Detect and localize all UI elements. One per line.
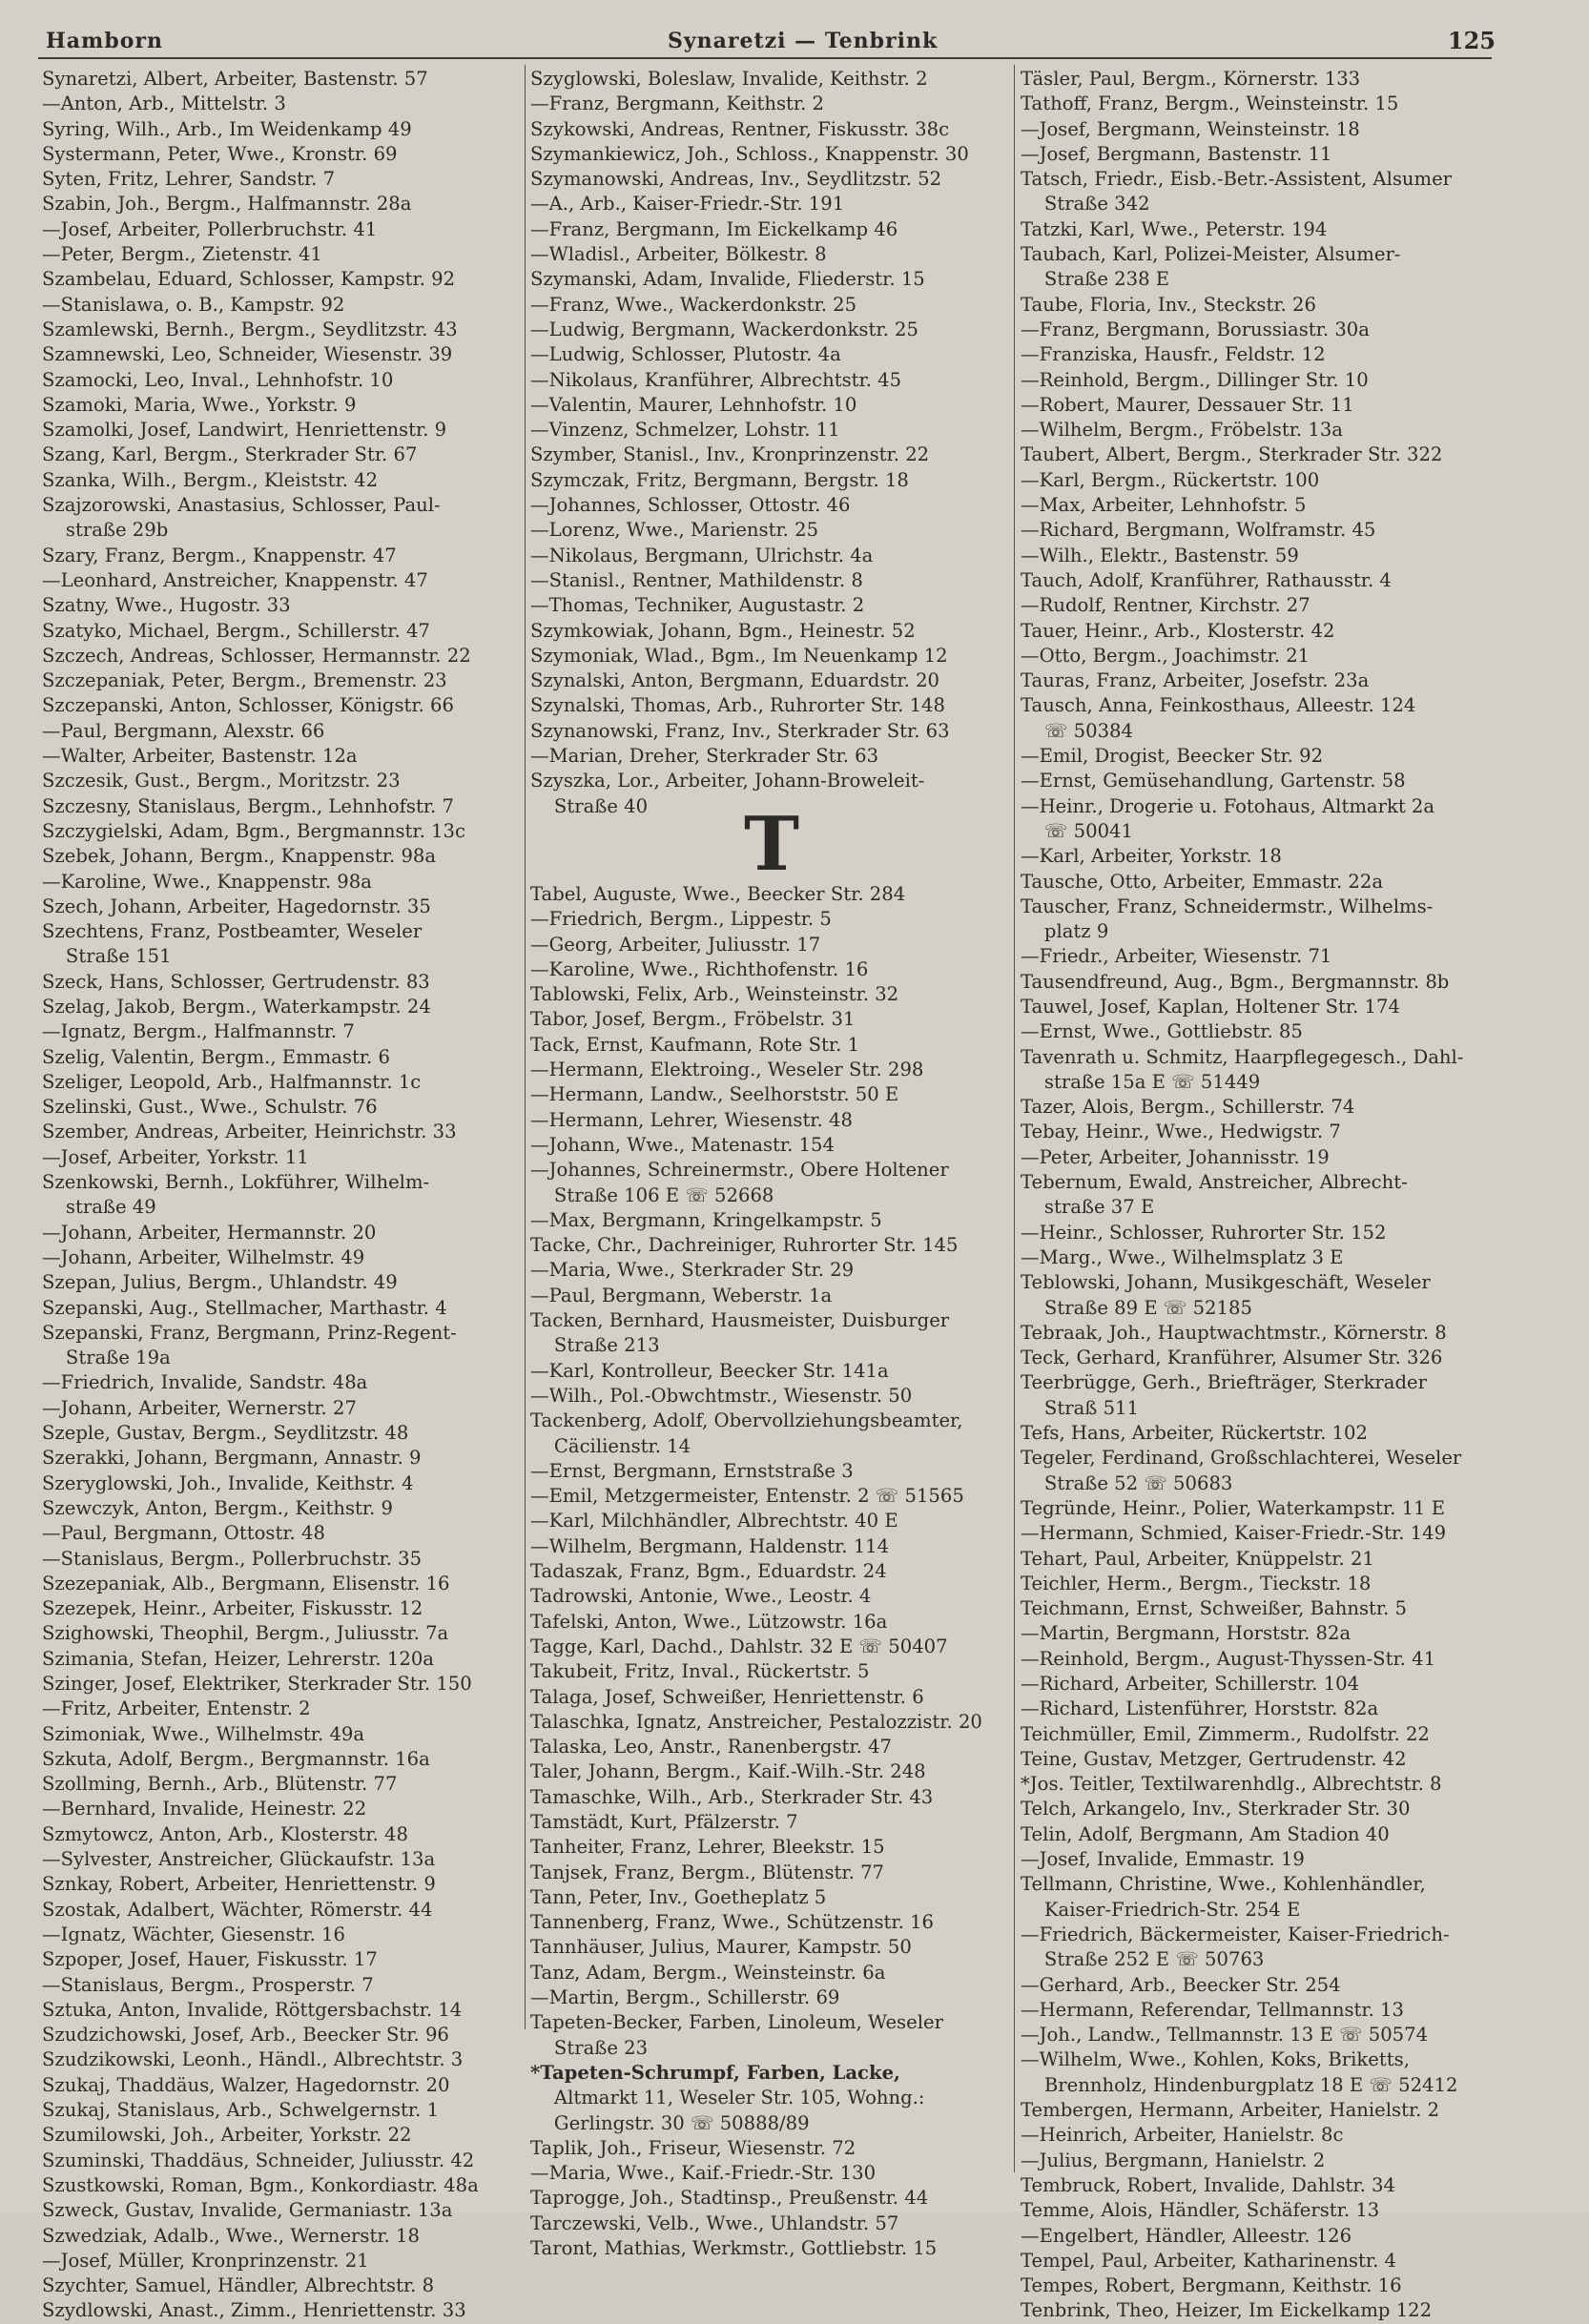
directory-entry-line: —Paul, Bergmann, Alexstr. 66 xyxy=(42,719,325,742)
directory-entry-line: —Bernhard, Invalide, Heinestr. 22 xyxy=(42,1798,367,1820)
directory-entry-line: Synaretzi, Albert, Arbeiter, Bastenstr. 57 xyxy=(42,68,428,90)
directory-entry-line: straße 49 xyxy=(42,1196,156,1219)
directory-entry-line: Taprogge, Joh., Stadtinsp., Preußenstr. 44 xyxy=(530,2187,929,2210)
directory-entry-line: Taubert, Albert, Bergm., Sterkrader Str. 322 xyxy=(1021,443,1443,466)
directory-entry-line: Tannenberg, Franz, Wwe., Schützenstr. 16 xyxy=(530,1911,934,1934)
column-2-bottom xyxy=(530,882,1019,2261)
directory-entry-line: —A., Arb., Kaiser-Friedr.-Str. 191 xyxy=(530,193,845,216)
directory-entry-line: straße 15a E ☏ 51449 xyxy=(1021,1070,1261,1093)
directory-entry-line: ☏ 50041 xyxy=(1021,819,1133,842)
directory-entry-line: Talaska, Leo, Anstr., Ranenbergstr. 47 xyxy=(530,1736,892,1758)
directory-entry-line: Straße 106 E ☏ 52668 xyxy=(530,1183,774,1206)
directory-entry-line: Szech, Johann, Arbeiter, Hagedornstr. 35 xyxy=(42,895,431,917)
directory-entry-line: Tavenrath u. Schmitz, Haarpflegegesch., Dahl- xyxy=(1021,1045,1464,1068)
directory-entry-line: Täsler, Paul, Bergm., Körnerstr. 133 xyxy=(1021,68,1361,90)
directory-entry-line: Taplik, Joh., Friseur, Wiesenstr. 72 xyxy=(530,2136,856,2159)
directory-entry-line: —Max, Bergmann, Kringelkampstr. 5 xyxy=(530,1208,882,1231)
directory-entry-line: Gerlingstr. 30 ☏ 50888/89 xyxy=(530,2111,810,2134)
directory-entry-line: Szamlewski, Bernh., Bergm., Seydlitzstr. 43 xyxy=(42,318,458,340)
directory-entry-line: Tannhäuser, Julius, Maurer, Kampstr. 50 xyxy=(530,1936,912,1959)
directory-entry-line: Szczesik, Gust., Bergm., Moritzstr. 23 xyxy=(42,770,401,792)
directory-entry-line: —Johann, Wwe., Matenastr. 154 xyxy=(530,1133,835,1156)
directory-entry-line: Tenbrink, Theo, Heizer, Im Eickelkamp 122 xyxy=(1021,2299,1433,2322)
directory-entry-line: Tauras, Franz, Arbeiter, Josefstr. 23a xyxy=(1021,669,1370,692)
directory-entry-line: Brennholz, Hindenburgplatz 18 E ☏ 52412 xyxy=(1021,2073,1458,2096)
directory-entry-line: Szkuta, Adolf, Bergm., Bergmannstr. 16a xyxy=(42,1747,430,1770)
directory-entry-line: —Josef, Müller, Kronprinzenstr. 21 xyxy=(42,2249,369,2272)
directory-entry-line: Szyglowski, Boleslaw, Invalide, Keithstr. 2 xyxy=(530,68,928,90)
directory-entry-line: —Wilh., Pol.-Obwchtmstr., Wiesenstr. 50 xyxy=(530,1384,913,1407)
directory-entry-line: Szykowski, Andreas, Rentner, Fiskusstr. 38c xyxy=(530,117,950,140)
directory-entry-line: —Stanisl., Rentner, Mathildenstr. 8 xyxy=(530,568,863,591)
directory-entry-line: —Johann, Arbeiter, Wernerstr. 27 xyxy=(42,1396,357,1419)
directory-entry-line: Szymoniak, Wlad., Bgm., Im Neuenkamp 12 xyxy=(530,644,948,667)
directory-entry-line: *Jos. Teitler, Textilwarenhdlg., Albrechtstr. 8 xyxy=(1021,1773,1442,1796)
directory-entry-line: Szychter, Samuel, Händler, Albrechtstr. 8 xyxy=(42,2274,435,2297)
directory-entry-line: Szeliger, Leopold, Arb., Halfmannstr. 1c xyxy=(42,1070,422,1093)
directory-entry-line: —Stanislaus, Bergm., Prosperstr. 7 xyxy=(42,1973,374,1996)
directory-entry-line: Takubeit, Fritz, Inval., Rückertstr. 5 xyxy=(530,1660,870,1683)
directory-entry-line: —Robert, Maurer, Dessauer Str. 11 xyxy=(1021,393,1354,416)
directory-entry-line: Szamnewski, Leo, Schneider, Wiesenstr. 39 xyxy=(42,343,453,366)
directory-entry-line: Szymanowski, Andreas, Inv., Seydlitzstr. 52 xyxy=(530,168,942,191)
directory-entry-line: —Emil, Drogist, Beecker Str. 92 xyxy=(1021,745,1324,768)
directory-entry-line: Syring, Wilh., Arb., Im Weidenkamp 49 xyxy=(42,117,412,140)
directory-entry-line: Szelig, Valentin, Bergm., Emmastr. 6 xyxy=(42,1045,390,1068)
directory-entry-line: —Karl, Kontrolleur, Beecker Str. 141a xyxy=(530,1359,889,1382)
directory-entry-line: Tausch, Anna, Feinkosthaus, Alleestr. 124 xyxy=(1021,694,1416,717)
directory-entry-line: Tabel, Auguste, Wwe., Beecker Str. 284 xyxy=(530,883,906,905)
directory-entry-line: Szymber, Stanisl., Inv., Kronprinzenstr. 22 xyxy=(530,443,930,466)
directory-entry-line: Teine, Gustav, Metzger, Gertrudenstr. 42 xyxy=(1021,1747,1407,1770)
directory-entry-line: Szepan, Julius, Bergm., Uhlandstr. 49 xyxy=(42,1271,398,1294)
directory-entry-line: Teblowski, Johann, Musikgeschäft, Weseler xyxy=(1021,1271,1431,1294)
directory-entry-line: Tanheiter, Franz, Lehrer, Bleekstr. 15 xyxy=(530,1836,885,1859)
directory-entry-line: Szwedziak, Adalb., Wwe., Wernerstr. 18 xyxy=(42,2224,420,2247)
directory-entry-line: Teichmann, Ernst, Schweißer, Bahnstr. 5 xyxy=(1021,1597,1408,1620)
directory-entry-line: Szewczyk, Anton, Bergm., Keithstr. 9 xyxy=(42,1496,394,1519)
directory-entry-line: —Joh., Landw., Tellmannstr. 13 E ☏ 50574 xyxy=(1021,2024,1429,2046)
directory-entry-line: —Rudolf, Rentner, Kirchstr. 27 xyxy=(1021,594,1310,617)
directory-entry-line: —Franziska, Hausfr., Feldstr. 12 xyxy=(1021,343,1326,366)
directory-entry-line: Teck, Gerhard, Kranführer, Alsumer Str. 326 xyxy=(1021,1347,1443,1369)
directory-entry-line: Tegründe, Heinr., Polier, Waterkampstr. 11 E xyxy=(1021,1496,1446,1519)
directory-entry-line: Szumilowski, Joh., Arbeiter, Yorkstr. 22 xyxy=(42,2124,412,2147)
directory-entry-line: —Franz, Bergmann, Keithstr. 2 xyxy=(530,93,825,115)
page-number: 125 xyxy=(1447,27,1496,54)
directory-entry-line: —Hermann, Elektroing., Weseler Str. 298 xyxy=(530,1059,924,1081)
directory-entry-line: Taront, Mathias, Werkmstr., Gottliebstr. 15 xyxy=(530,2237,938,2260)
directory-entry-line: —Franz, Wwe., Wackerdonkstr. 25 xyxy=(530,293,857,316)
directory-entry-line: Teerbrügge, Gerh., Briefträger, Sterkrader xyxy=(1021,1371,1427,1394)
directory-entry-line: Szeck, Hans, Schlosser, Gertrudenstr. 83 xyxy=(42,970,430,993)
directory-entry-line: —Heinr., Schlosser, Ruhrorter Str. 152 xyxy=(1021,1221,1387,1244)
directory-entry-line: Szajzorowski, Anastasius, Schlosser, Paul- xyxy=(42,494,441,517)
directory-entry-line: Szighowski, Theophil, Bergm., Juliusstr. 7a xyxy=(42,1622,449,1645)
directory-entry-line: Tauch, Adolf, Kranführer, Rathausstr. 4 xyxy=(1021,568,1392,591)
directory-entry-line: —Karl, Bergm., Rückertstr. 100 xyxy=(1021,468,1320,491)
directory-entry-line: —Peter, Arbeiter, Johannisstr. 19 xyxy=(1021,1145,1330,1168)
header-city: Hamborn xyxy=(46,29,163,53)
directory-entry-line: —Ernst, Wwe., Gottliebstr. 85 xyxy=(1021,1020,1303,1043)
directory-entry-line: Szymkowiak, Johann, Bgm., Heinestr. 52 xyxy=(530,619,916,642)
section-letter-t: T xyxy=(744,801,800,888)
directory-entry-line: Tann, Peter, Inv., Goetheplatz 5 xyxy=(530,1885,827,1908)
directory-entry-line: —Julius, Bergmann, Hanielstr. 2 xyxy=(1021,2149,1326,2171)
directory-entry-line: Tembruck, Robert, Invalide, Dahlstr. 34 xyxy=(1021,2173,1395,2196)
directory-entry-line: Szezepaniak, Alb., Bergmann, Elisenstr. 16 xyxy=(42,1572,450,1594)
directory-entry-line: straße 29b xyxy=(42,519,169,542)
directory-entry-line: Szember, Andreas, Arbeiter, Heinrichstr. 33 xyxy=(42,1121,457,1143)
directory-entry-line: —Wilhelm, Wwe., Kohlen, Koks, Briketts, xyxy=(1021,2048,1410,2071)
directory-entry-line: —Paul, Bergmann, Weberstr. 1a xyxy=(530,1284,833,1306)
directory-entry-line: Szpoper, Josef, Hauer, Fiskusstr. 17 xyxy=(42,1948,378,1971)
directory-entry-line: Tatsch, Friedr., Eisb.-Betr.-Assistent, Alsumer xyxy=(1021,168,1453,191)
directory-entry-line: —Richard, Arbeiter, Schillerstr. 104 xyxy=(1021,1673,1360,1695)
directory-entry-line: Straße 23 xyxy=(530,2036,649,2059)
directory-entry-line: Szinger, Josef, Elektriker, Sterkrader Str. 150 xyxy=(42,1673,472,1695)
directory-entry-line: —Martin, Bergm., Schillerstr. 69 xyxy=(530,1986,840,2009)
directory-entry-line: Szynalski, Thomas, Arb., Ruhrorter Str. 148 xyxy=(530,694,945,717)
directory-entry-line: Tamstädt, Kurt, Pfälzerstr. 7 xyxy=(530,1810,798,1833)
directory-entry-line: —Friedrich, Bäckermeister, Kaiser-Friedrich- xyxy=(1021,1923,1450,1945)
directory-entry-line: —Richard, Listenführer, Horststr. 82a xyxy=(1021,1697,1379,1720)
directory-entry-line: —Josef, Bergmann, Bastenstr. 11 xyxy=(1021,142,1332,165)
directory-entry-line: Taubach, Karl, Polizei-Meister, Alsumer- xyxy=(1021,243,1401,266)
directory-entry-line: —Peter, Bergm., Zietenstr. 41 xyxy=(42,243,322,266)
directory-entry-line: Tauer, Heinr., Arb., Klosterstr. 42 xyxy=(1021,619,1335,642)
directory-entry-line: Telin, Adolf, Bergmann, Am Stadion 40 xyxy=(1021,1822,1390,1845)
directory-entry-line: Szudzikowski, Leonh., Händl., Albrechtstr. 3 xyxy=(42,2048,464,2071)
directory-entry-line: Telch, Arkangelo, Inv., Sterkrader Str. 30 xyxy=(1021,1798,1411,1820)
directory-entry-line: Tefs, Hans, Arbeiter, Rückertstr. 102 xyxy=(1021,1422,1368,1445)
directory-entry-line: Szukaj, Stanislaus, Arb., Schwelgernstr. 1 xyxy=(42,2099,440,2122)
directory-entry-line: Tarczewski, Velb., Wwe., Uhlandstr. 57 xyxy=(530,2211,899,2234)
directory-entry-line: —Otto, Bergm., Joachimstr. 21 xyxy=(1021,644,1310,667)
directory-entry-line: —Karl, Arbeiter, Yorkstr. 18 xyxy=(1021,845,1282,868)
directory-entry-line: —Marg., Wwe., Wilhelmsplatz 3 E xyxy=(1021,1245,1344,1268)
column-divider-1 xyxy=(525,65,526,2029)
directory-entry-line: Szelinski, Gust., Wwe., Schulstr. 76 xyxy=(42,1096,378,1119)
directory-entry-line: Straße 52 ☏ 50683 xyxy=(1021,1471,1233,1494)
directory-entry-line: Tegeler, Ferdinand, Großschlachterei, Weseler xyxy=(1021,1447,1462,1470)
directory-entry-line: Szudzichowski, Josef, Arb., Beecker Str. 96 xyxy=(42,2024,449,2046)
directory-entry-line: Szczech, Andreas, Schlosser, Hermannstr. 22 xyxy=(42,644,471,667)
directory-entry-line: —Josef, Invalide, Emmastr. 19 xyxy=(1021,1848,1305,1871)
directory-entry-line: —Friedrich, Invalide, Sandstr. 48a xyxy=(42,1371,368,1394)
directory-entry-line: Tebernum, Ewald, Anstreicher, Albrecht- xyxy=(1021,1171,1408,1194)
directory-entry-line: Straße 89 E ☏ 52185 xyxy=(1021,1296,1252,1319)
directory-entry-line: Taler, Johann, Bergm., Kaif.-Wilh.-Str. 248 xyxy=(530,1760,926,1783)
directory-entry-line: —Georg, Arbeiter, Juliusstr. 17 xyxy=(530,933,821,956)
directory-entry-line: —Ludwig, Schlosser, Plutostr. 4a xyxy=(530,343,841,366)
directory-entry-line: —Hermann, Schmied, Kaiser-Friedr.-Str. 149 xyxy=(1021,1522,1447,1545)
directory-entry-line: —Josef, Arbeiter, Yorkstr. 11 xyxy=(42,1145,309,1168)
directory-entry-line: Straß 511 xyxy=(1021,1396,1139,1419)
directory-entry-line: —Wilhelm, Bergm., Fröbelstr. 13a xyxy=(1021,419,1343,442)
directory-entry-line: Szymczak, Fritz, Bergmann, Bergstr. 18 xyxy=(530,468,909,491)
directory-entry-line: Szymanski, Adam, Invalide, Fliederstr. 15 xyxy=(530,268,925,291)
directory-entry-line: Talaschka, Ignatz, Anstreicher, Pestalozzistr. 20 xyxy=(530,1710,982,1733)
directory-entry-line: —Richard, Bergmann, Wolframstr. 45 xyxy=(1021,519,1376,542)
column-1 xyxy=(42,67,523,2324)
directory-entry-line: Tazer, Alois, Bergm., Schillerstr. 74 xyxy=(1021,1096,1355,1119)
directory-entry-line: Szerakki, Johann, Bergmann, Annastr. 9 xyxy=(42,1447,422,1470)
directory-entry-line: —Walter, Arbeiter, Bastenstr. 12a xyxy=(42,745,358,768)
directory-entry-line: Szostak, Adalbert, Wächter, Römerstr. 44 xyxy=(42,1898,433,1921)
directory-entry-line: Straße 19a xyxy=(42,1347,171,1369)
directory-entry-line: Szimania, Stefan, Heizer, Lehrerstr. 120a xyxy=(42,1647,434,1670)
directory-entry-line: —Karl, Milchhändler, Albrechtstr. 40 E xyxy=(530,1510,898,1532)
directory-entry-line: —Ludwig, Bergmann, Wackerdonkstr. 25 xyxy=(530,318,918,340)
directory-entry-line: Szang, Karl, Bergm., Sterkrader Str. 67 xyxy=(42,443,418,466)
directory-entry-line: —Josef, Arbeiter, Pollerbruchstr. 41 xyxy=(42,217,378,240)
directory-entry-line: —Marian, Dreher, Sterkrader Str. 63 xyxy=(530,745,879,768)
directory-entry-line: —Karoline, Wwe., Richthofenstr. 16 xyxy=(530,957,869,980)
directory-entry-line: Straße 40 xyxy=(530,794,649,817)
directory-entry-line: Teichler, Herm., Bergm., Tieckstr. 18 xyxy=(1021,1572,1372,1594)
directory-entry-line: —Fritz, Arbeiter, Entenstr. 2 xyxy=(42,1697,311,1720)
directory-entry-line: —Johann, Arbeiter, Hermannstr. 20 xyxy=(42,1221,377,1244)
directory-entry-line: —Valentin, Maurer, Lehnhofstr. 10 xyxy=(530,393,857,416)
directory-entry-line: Szymankiewicz, Joh., Schloss., Knappenstr. 30 xyxy=(530,142,969,165)
directory-entry-line: platz 9 xyxy=(1021,920,1109,943)
directory-entry-line: Tempes, Robert, Bergmann, Keithstr. 16 xyxy=(1021,2274,1402,2297)
column-3 xyxy=(1021,67,1509,2324)
directory-entry-line: Tatzki, Karl, Wwe., Peterstr. 194 xyxy=(1021,217,1328,240)
directory-entry-line: Tebay, Heinr., Wwe., Hedwigstr. 7 xyxy=(1021,1121,1341,1143)
directory-entry-line: Szechtens, Franz, Postbeamter, Weseler xyxy=(42,920,423,943)
directory-entry-line: —Wladisl., Arbeiter, Bölkestr. 8 xyxy=(530,243,827,266)
directory-entry-line: Szimoniak, Wwe., Wilhelmstr. 49a xyxy=(42,1722,365,1745)
directory-entry-line: Syten, Fritz, Lehrer, Sandstr. 7 xyxy=(42,168,336,191)
directory-entry-line: Szyszka, Lor., Arbeiter, Johann-Broweleit- xyxy=(530,770,925,792)
column-2-top xyxy=(530,67,1019,819)
directory-entry-line: Szatny, Wwe., Hugostr. 33 xyxy=(42,594,291,617)
directory-entry-line: —Johann, Arbeiter, Wilhelmstr. 49 xyxy=(42,1245,365,1268)
directory-entry-line: Szeple, Gustav, Bergm., Seydlitzstr. 48 xyxy=(42,1422,409,1445)
directory-entry-line: Tauwel, Josef, Kaplan, Holtener Str. 174 xyxy=(1021,995,1400,1018)
directory-entry-line: Teichmüller, Emil, Zimmerm., Rudolfstr. 22 xyxy=(1021,1722,1430,1745)
directory-entry-line: Szynanowski, Franz, Inv., Sterkrader Str. 63 xyxy=(530,719,950,742)
directory-entry-line: —Wilh., Elektr., Bastenstr. 59 xyxy=(1021,544,1299,566)
directory-entry-line: Temme, Alois, Händler, Schäferstr. 13 xyxy=(1021,2199,1380,2222)
directory-entry-line: —Lorenz, Wwe., Marienstr. 25 xyxy=(530,519,819,542)
directory-entry-line: Tathoff, Franz, Bergm., Weinsteinstr. 15 xyxy=(1021,93,1399,115)
directory-entry-line: —Emil, Metzgermeister, Entenstr. 2 ☏ 51565 xyxy=(530,1485,964,1508)
directory-entry-line: Szepanski, Franz, Bergmann, Prinz-Regent- xyxy=(42,1321,457,1344)
directory-entry-line: Tausendfreund, Aug., Bgm., Bergmannstr. 8b xyxy=(1021,970,1450,993)
directory-entry-line: —Heinr., Drogerie u. Fotohaus, Altmarkt 2a xyxy=(1021,794,1435,817)
directory-entry-line: Tack, Ernst, Kaufmann, Rote Str. 1 xyxy=(530,1033,860,1056)
directory-entry-line: Szczesny, Stanislaus, Bergm., Lehnhofstr. 7 xyxy=(42,794,454,817)
directory-entry-line: —Vinzenz, Schmelzer, Lohstr. 11 xyxy=(530,419,840,442)
directory-entry-line: —Maria, Wwe., Kaif.-Friedr.-Str. 130 xyxy=(530,2162,877,2185)
header-rule xyxy=(38,57,1492,59)
directory-entry-line: Tapeten-Becker, Farben, Linoleum, Weseler xyxy=(530,2011,943,2034)
directory-entry-line: —Reinhold, Bergm., Dillinger Str. 10 xyxy=(1021,368,1369,391)
directory-entry-line: —Franz, Bergmann, Im Eickelkamp 46 xyxy=(530,217,898,240)
directory-entry-line: Tembergen, Hermann, Arbeiter, Hanielstr. 2 xyxy=(1021,2099,1440,2122)
directory-entry-line: straße 37 E xyxy=(1021,1196,1155,1219)
directory-entry-line: —Franz, Bergmann, Borussiastr. 30a xyxy=(1021,318,1370,340)
directory-entry-line: —Reinhold, Bergm., August-Thyssen-Str. 41 xyxy=(1021,1647,1436,1670)
directory-entry-line: Tanjsek, Franz, Bergm., Blütenstr. 77 xyxy=(530,1861,885,1883)
directory-entry-line: Szeryglowski, Joh., Invalide, Keithstr. 4 xyxy=(42,1471,414,1494)
directory-entry-line: Szukaj, Thaddäus, Walzer, Hagedornstr. 20 xyxy=(42,2073,450,2096)
directory-entry-line: Straße 342 xyxy=(1021,193,1150,216)
directory-entry-line: —Martin, Bergmann, Horststr. 82a xyxy=(1021,1622,1352,1645)
directory-entry-line: —Hermann, Lehrer, Wiesenstr. 48 xyxy=(530,1108,853,1131)
directory-entry-line: —Ignatz, Wächter, Giesenstr. 16 xyxy=(42,1923,345,1945)
directory-entry-line: Szezepek, Heinr., Arbeiter, Fiskusstr. 12 xyxy=(42,1597,423,1620)
directory-entry-line: —Hermann, Referendar, Tellmannstr. 13 xyxy=(1021,1998,1404,2021)
directory-entry-line: —Paul, Bergmann, Ottostr. 48 xyxy=(42,1522,325,1545)
directory-entry-line: Szary, Franz, Bergm., Knappenstr. 47 xyxy=(42,544,397,566)
directory-entry-line: Szenkowski, Bernh., Lokführer, Wilhelm- xyxy=(42,1171,430,1194)
directory-entry-line: —Engelbert, Händler, Alleestr. 126 xyxy=(1021,2224,1352,2247)
directory-entry-line: —Nikolaus, Kranführer, Albrechtstr. 45 xyxy=(530,368,902,391)
directory-entry-line: —Sylvester, Anstreicher, Glückaufstr. 13a xyxy=(42,1848,436,1871)
directory-entry-line: ☏ 50384 xyxy=(1021,719,1133,742)
directory-entry-line: —Thomas, Techniker, Augustastr. 2 xyxy=(530,594,865,617)
directory-entry-line: Szollming, Bernh., Arb., Blütenstr. 77 xyxy=(42,1773,398,1796)
directory-entry-line: —Anton, Arb., Mittelstr. 3 xyxy=(42,93,286,115)
directory-entry-line: Szepanski, Aug., Stellmacher, Marthastr. 4 xyxy=(42,1296,447,1319)
directory-entry-line: —Ernst, Bergmann, Ernststraße 3 xyxy=(530,1459,854,1482)
directory-entry-line: Straße 238 E xyxy=(1021,268,1170,291)
directory-entry-line: Szelag, Jakob, Bergm., Waterkampstr. 24 xyxy=(42,995,431,1018)
directory-entry-line: Tafelski, Anton, Wwe., Lützowstr. 16a xyxy=(530,1610,888,1633)
directory-entry-line: —Max, Arbeiter, Lehnhofstr. 5 xyxy=(1021,494,1307,517)
directory-entry-line: Tehart, Paul, Arbeiter, Knüppelstr. 21 xyxy=(1021,1547,1374,1570)
directory-entry-line: Szatyko, Michael, Bergm., Schillerstr. 47 xyxy=(42,619,430,642)
directory-entry-line: Szanka, Wilh., Bergm., Kleiststr. 42 xyxy=(42,468,379,491)
directory-entry-line: Tausche, Otto, Arbeiter, Emmastr. 22a xyxy=(1021,870,1384,893)
directory-entry-line: Tablowski, Felix, Arb., Weinsteinstr. 32 xyxy=(530,983,899,1006)
directory-entry-line: Talaga, Josef, Schweißer, Henriettenstr. 6 xyxy=(530,1685,924,1708)
directory-entry-line: Szweck, Gustav, Invalide, Germaniastr. 13a xyxy=(42,2199,453,2222)
directory-entry-line: —Johannes, Schreinermstr., Obere Holtener xyxy=(530,1159,949,1182)
directory-entry-line: —Nikolaus, Bergmann, Ulrichstr. 4a xyxy=(530,544,874,566)
directory-entry-line: Straße 252 E ☏ 50763 xyxy=(1021,1948,1265,1971)
directory-entry-line: Tabor, Josef, Bergm., Fröbelstr. 31 xyxy=(530,1008,856,1031)
directory-entry-line: —Gerhard, Arb., Beecker Str. 254 xyxy=(1021,1973,1341,1996)
page-header xyxy=(38,27,1496,59)
directory-entry-line: —Karoline, Wwe., Knappenstr. 98a xyxy=(42,870,372,893)
directory-entry-line: Szydlowski, Anast., Zimm., Henriettenstr. 33 xyxy=(42,2299,466,2322)
directory-entry-line: Tackenberg, Adolf, Obervollziehungsbeamter, xyxy=(530,1409,963,1432)
directory-entry-line: Szynalski, Anton, Bergmann, Eduardstr. 20 xyxy=(530,669,939,692)
directory-entry-line: Szustkowski, Roman, Bgm., Konkordiastr. 48a xyxy=(42,2173,479,2196)
directory-entry-line: —Friedrich, Bergm., Lippestr. 5 xyxy=(530,908,832,931)
directory-entry-line: Tanz, Adam, Bergm., Weinsteinstr. 6a xyxy=(530,1961,886,1984)
directory-entry-line: Tacke, Chr., Dachreiniger, Ruhrorter Str. 145 xyxy=(530,1234,959,1257)
directory-entry-line: Szmytowcz, Anton, Arb., Klosterstr. 48 xyxy=(42,1822,408,1845)
directory-entry-line: Tacken, Bernhard, Hausmeister, Duisburger xyxy=(530,1309,950,1332)
directory-entry-line: Tellmann, Christine, Wwe., Kohlenhändler, xyxy=(1021,1873,1426,1896)
directory-entry-line: —Leonhard, Anstreicher, Knappenstr. 47 xyxy=(42,568,428,591)
directory-entry-line: Tamaschke, Wilh., Arb., Sterkrader Str. 43 xyxy=(530,1785,934,1808)
directory-entry-line: —Heinrich, Arbeiter, Hanielstr. 8c xyxy=(1021,2124,1344,2147)
directory-entry-line: —Stanislaus, Bergm., Pollerbruchstr. 35 xyxy=(42,1547,423,1570)
directory-entry-line: —Josef, Bergmann, Weinsteinstr. 18 xyxy=(1021,117,1360,140)
directory-entry-line: Straße 213 xyxy=(530,1334,660,1357)
directory-entry-line: *Tapeten-Schrumpf, Farben, Lacke, xyxy=(530,2061,900,2084)
directory-entry-line: Kaiser-Friedrich-Str. 254 E xyxy=(1021,1898,1301,1921)
directory-entry-line: Altmarkt 11, Weseler Str. 105, Wohng.: xyxy=(530,2087,925,2109)
directory-entry-line: —Maria, Wwe., Sterkrader Str. 29 xyxy=(530,1259,855,1282)
directory-entry-line: Systermann, Peter, Wwe., Kronstr. 69 xyxy=(42,142,398,165)
directory-entry-line: Tauscher, Franz, Schneidermstr., Wilhelms- xyxy=(1021,895,1434,917)
directory-entry-line: Tadrowski, Antonie, Wwe., Leostr. 4 xyxy=(530,1585,872,1608)
directory-entry-line: Sztuka, Anton, Invalide, Röttgersbachstr. 14 xyxy=(42,1998,463,2021)
directory-entry-line: —Johannes, Schlosser, Ottostr. 46 xyxy=(530,494,851,517)
directory-entry-line: Cäcilienstr. 14 xyxy=(530,1434,691,1457)
header-name-range: Synaretzi — Tenbrink xyxy=(668,29,939,53)
directory-entry-line: Tebraak, Joh., Hauptwachtmstr., Körnerstr. 8 xyxy=(1021,1321,1447,1344)
directory-entry-line: —Wilhelm, Bergmann, Haldenstr. 114 xyxy=(530,1534,890,1557)
directory-entry-line: Taube, Floria, Inv., Steckstr. 26 xyxy=(1021,293,1316,316)
directory-entry-line: Szczygielski, Adam, Bgm., Bergmannstr. 13c xyxy=(42,819,465,842)
directory-entry-line: Szczepaniak, Peter, Bergm., Bremenstr. 23 xyxy=(42,669,447,692)
directory-entry-line: Tagge, Karl, Dachd., Dahlstr. 32 E ☏ 50407 xyxy=(530,1635,948,1657)
directory-entry-line: Tadaszak, Franz, Bgm., Eduardstr. 24 xyxy=(530,1560,887,1583)
directory-entry-line: —Ignatz, Bergm., Halfmannstr. 7 xyxy=(42,1020,355,1043)
directory-entry-line: Straße 151 xyxy=(42,945,172,968)
directory-entry-line: —Friedr., Arbeiter, Wiesenstr. 71 xyxy=(1021,945,1332,968)
directory-entry-line: Szamocki, Leo, Inval., Lehnhofstr. 10 xyxy=(42,368,394,391)
directory-entry-line: Sznkay, Robert, Arbeiter, Henriettenstr. 9 xyxy=(42,1873,436,1896)
directory-entry-line: —Hermann, Landw., Seelhorststr. 50 E xyxy=(530,1083,899,1106)
directory-entry-line: —Ernst, Gemüsehandlung, Gartenstr. 58 xyxy=(1021,770,1406,792)
directory-entry-line: Szabin, Joh., Bergm., Halfmannstr. 28a xyxy=(42,193,412,216)
directory-entry-line: Szambelau, Eduard, Schlosser, Kampstr. 92 xyxy=(42,268,456,291)
directory-entry-line: Szamolki, Josef, Landwirt, Henriettenstr. 9 xyxy=(42,419,447,442)
directory-entry-line: Szebek, Johann, Bergm., Knappenstr. 98a xyxy=(42,845,437,868)
directory-entry-line: Szamoki, Maria, Wwe., Yorkstr. 9 xyxy=(42,393,357,416)
directory-entry-line: Szuminski, Thaddäus, Schneider, Juliusstr. 42 xyxy=(42,2149,475,2171)
directory-entry-line: —Stanislawa, o. B., Kampstr. 92 xyxy=(42,293,345,316)
directory-entry-line: Tempel, Paul, Arbeiter, Katharinenstr. 4 xyxy=(1021,2249,1396,2272)
directory-entry-line: Szczepanski, Anton, Schlosser, Königstr. 66 xyxy=(42,694,454,717)
